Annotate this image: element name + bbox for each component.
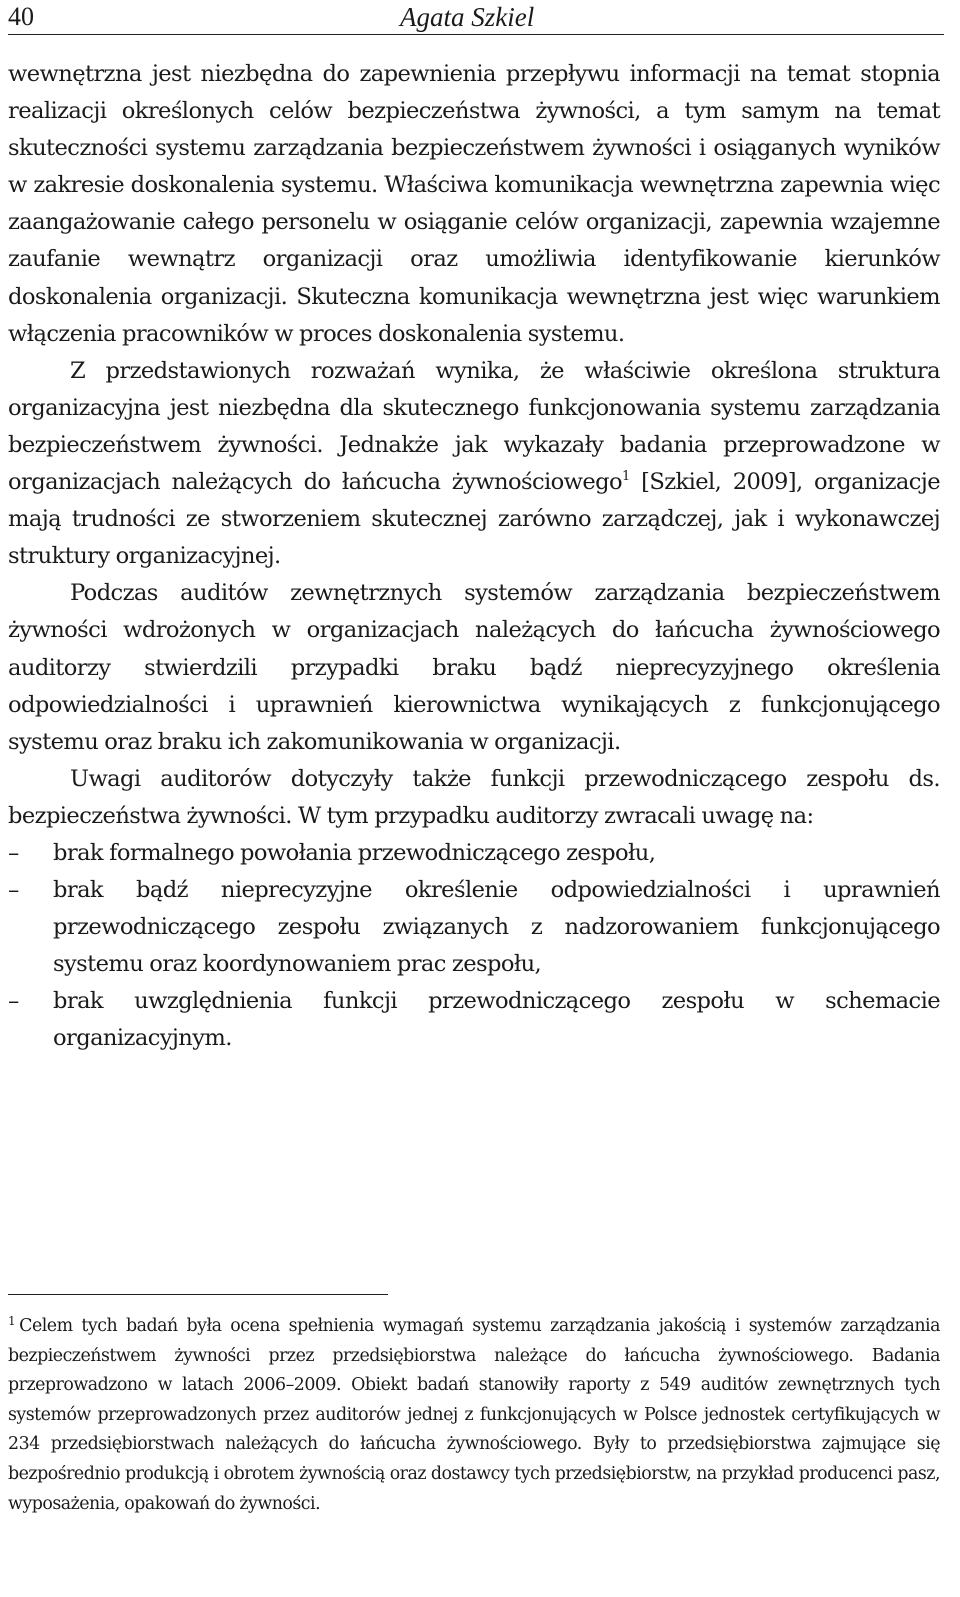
list-item (8, 983, 940, 1057)
paragraph (8, 353, 940, 576)
footnote-separator (8, 1294, 388, 1295)
list-dash: – (8, 988, 19, 1015)
list-item (8, 835, 940, 872)
list-item-text: brak formalnego powołania przewodniczącego zespołu, (53, 839, 656, 866)
dash-list (8, 835, 940, 1058)
list-item-text: brak uwzględnienia funkcji przewodniczącego zespołu w schemacie organizacyjnym. (53, 988, 940, 1052)
footnote (8, 1312, 940, 1519)
list-item-text: brak bądź nieprecyzyjne określenie odpowiedzialności i uprawnień przewodniczącego zespołu związanych z nadzorowaniem funkcjonującego systemu oraz koordynowaniem prac zespołu, (53, 877, 940, 978)
list-dash: – (8, 839, 19, 866)
page-number: 40 (8, 2, 34, 31)
list-item (8, 872, 940, 983)
paragraph: Uwagi auditorów dotyczyły także funkcji przewodniczącego zespołu ds. bezpieczeństwa żywności. W tym przypadku auditorzy zwracali uwagę na: (8, 765, 940, 829)
paragraph: wewnętrzna jest niezbędna do zapewnienia przepływu informacji na temat stopnia realizacji określonych celów bezpieczeństwa żywności, a tym samym na temat skuteczności systemu zarządzania bezpieczeństwem żywności i osiąganych wyników w zakresie doskonalenia systemu. Właściwa komunikacja wewnętrzna zapewnia więc zaangażowanie całego personelu w osiąganie celów organizacji, zapewnia wzajemne zaufanie wewnątrz organizacji oraz umożliwia identyfikowanie kierunków doskonalenia organizacji. Skuteczna komunikacja wewnętrzna jest więc warunkiem włączenia pracowników w proces doskonalenia systemu. (8, 61, 940, 347)
page-header (8, 0, 944, 35)
paragraph: Podczas auditów zewnętrznych systemów zarządzania bezpieczeństwem żywności wdrożonych w organizacjach należących do łańcucha żywnościowego auditorzy stwierdzili przypadki braku bądź nieprecyzyjnego określenia odpowiedzialności i uprawnień kierownictwa wynikających z funkcjonującego systemu oraz braku ich zakomunikowania w organizacji. (8, 580, 940, 755)
running-title: Agata Szkiel (400, 2, 535, 32)
footnote-number: 1 (8, 1314, 16, 1328)
footnote-text: Celem tych badań była ocena spełnienia wymagań systemu zarządzania jakością i systemów zarządzania bezpieczeństwem żywności przez przedsiębiorstwa należące do łańcucha żywnościowego. Badania przeprowadzono w latach 2006–2009. Obiekt badań stanowiły raporty z 549 auditów zewnętrznych tych systemów przeprowadzonych przez auditorów jednej z funkcjonujących w Polsce jednostek certyfikujących w 234 przedsiębiorstwach należących do łańcucha żywnościowego. Były to przedsiębiorstwa zajmujące się bezpośrednio produkcją i obrotem żywnością oraz dostawcy tych przedsiębiorstw, na przykład producenci pasz, wyposażenia, opakowań do żywności. (8, 1316, 940, 1514)
body-text (8, 56, 940, 1058)
paragraph-text: Z przedstawionych rozważań wynika, że właściwie określona struktura organizacyjna jest niezbędna dla skutecznego funkcjonowania systemu zarządzania bezpieczeństwem żywności. Jednakże jak wykazały badania przeprowadzone w organizacjach należących do łańcucha żywnościowego (8, 357, 940, 496)
footnote-reference[interactable]: 1 (622, 469, 630, 485)
list-dash: – (8, 877, 19, 904)
footnote-paragraph (8, 1312, 940, 1519)
paragraph-text: [Szkiel, 2009], organizacje mają trudności ze stworzeniem skutecznej zarówno zarządczej, jak i wykonawczej struktury organizacyjnej. (8, 469, 940, 570)
